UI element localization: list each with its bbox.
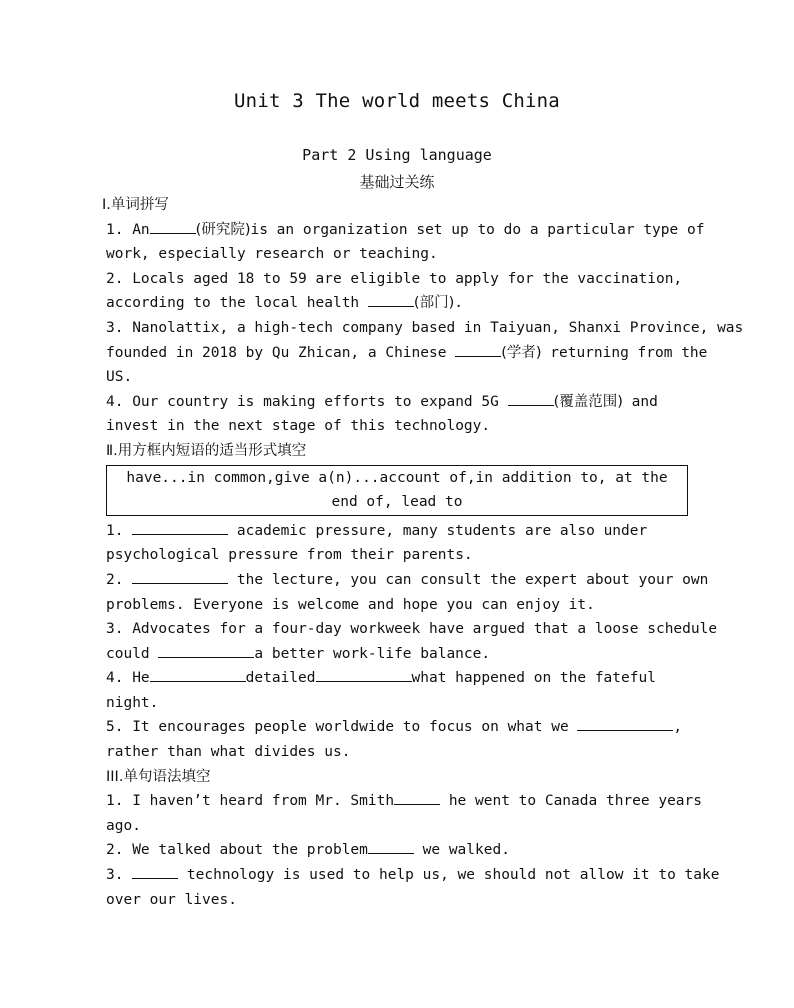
phrase-box: have...in common,give a(n)...account of,in addition to, at the end of, lead to (106, 465, 688, 516)
exercise-item: 3. Nanolattix, a high-tech company based in Taiyuan, Shanxi Province, was (106, 319, 744, 336)
exercise-item-continued: problems. Everyone is welcome and hope you can enjoy it. (106, 596, 595, 613)
exercise-item-continued: psychological pressure from their parents. (106, 547, 473, 564)
section-subtitle: 基础过关练 (359, 173, 435, 191)
answer-blank[interactable] (158, 643, 254, 658)
exercise-item: 4. He detailed what happened on the fateful (106, 666, 688, 691)
exercise-item-continued: invest in the next stage of this technology. (106, 418, 491, 435)
exercise-item-continued: founded in 2018 by Qu Zhican, a Chinese (学者) returning from the (106, 341, 688, 366)
section-heading: Ⅰ.单词拼写 (102, 197, 169, 213)
answer-blank[interactable] (455, 342, 501, 357)
answer-blank[interactable] (316, 667, 412, 682)
exercise-item-continued: over our lives. (106, 891, 237, 908)
exercise-item: 4. Our country is making efforts to expand 5G (覆盖范围) and (106, 390, 688, 415)
answer-blank[interactable] (150, 219, 196, 234)
answer-blank[interactable] (508, 391, 554, 406)
page-title: Unit 3 The world meets China (234, 90, 560, 112)
exercise-item: 2. the lecture, you can consult the expert about your own (106, 568, 688, 593)
answer-blank[interactable] (577, 716, 673, 731)
exercise-item-continued: night. (106, 694, 159, 711)
exercise-item: 1. academic pressure, many students are also under (106, 519, 688, 544)
exercise-item-continued: could a better work-life balance. (106, 642, 688, 667)
chinese-hint: (覆盖范围) (553, 393, 623, 410)
exercise-item-continued: rather than what divides us. (106, 744, 351, 761)
section-heading: III.单句语法填空 (106, 768, 211, 785)
exercise-item: 1. I haven’t heard from Mr. Smith he went to Canada three years (106, 789, 688, 814)
exercise-item: 1. An (研究院)is an organization set up to do a particular type of (106, 218, 688, 243)
answer-blank[interactable] (368, 839, 414, 854)
part-title: Part 2 Using language (302, 146, 492, 164)
exercise-item: 2. We talked about the problem we walked. (106, 838, 688, 863)
answer-blank[interactable] (368, 292, 414, 307)
chinese-hint: (部门) (413, 295, 455, 312)
exercise-item: 2. Locals aged 18 to 59 are eligible to apply for the vaccination, (106, 270, 683, 287)
chinese-hint: (研究院) (195, 221, 251, 238)
exercise-item: 3. Advocates for a four-day workweek have argued that a loose schedule (106, 621, 718, 638)
exercise-item-continued: US. (106, 369, 133, 386)
answer-blank[interactable] (394, 790, 440, 805)
section-heading: Ⅱ.用方框内短语的适当形式填空 (106, 442, 307, 459)
exercise-content (102, 193, 744, 912)
exercise-item: 3. technology is used to help us, we should not allow it to take (106, 863, 688, 888)
chinese-hint: (学者) (501, 344, 542, 361)
answer-blank[interactable] (150, 667, 246, 682)
exercise-item-continued: ago. (106, 817, 141, 834)
answer-blank[interactable] (132, 520, 228, 535)
exercise-item: 5. It encourages people worldwide to focus on what we , (106, 715, 688, 740)
answer-blank[interactable] (132, 569, 228, 584)
exercise-item-continued: according to the local health (部门). (106, 291, 688, 316)
exercise-item-continued: work, especially research or teaching. (106, 246, 438, 263)
answer-blank[interactable] (132, 864, 178, 879)
